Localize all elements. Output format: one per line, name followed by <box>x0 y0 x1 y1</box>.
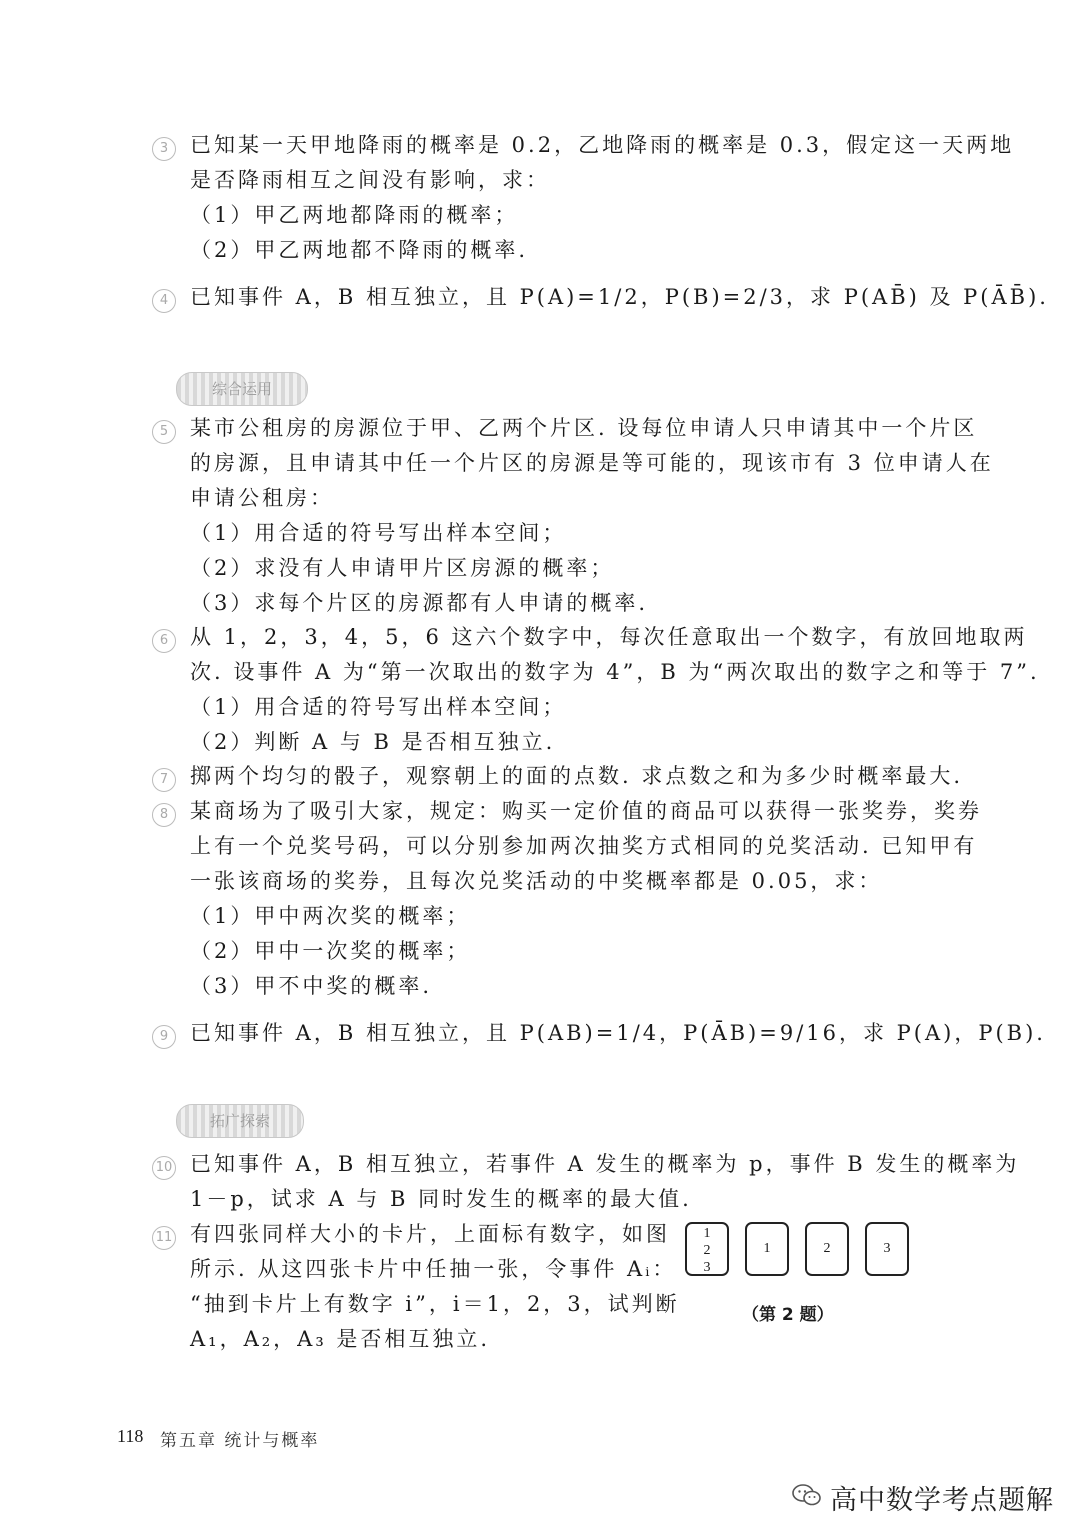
problem-subitem: （2）判断 A 与 B 是否相互独立. <box>190 730 556 754</box>
card <box>745 1222 789 1276</box>
problem-subitem: （3）求每个片区的房源都有人申请的概率. <box>190 591 649 615</box>
problem-subitem: （3）甲不中奖的概率. <box>190 974 433 998</box>
problem-subitem: （2）甲乙两地都不降雨的概率. <box>190 238 529 262</box>
problem-line: 的房源，且申请其中任一个片区的房源是等可能的，现该市有 3 位申请人在 <box>190 451 994 475</box>
problem-line: 是否降雨相互之间没有影响，求： <box>190 168 550 192</box>
problem-line: 已知事件 A，B 相互独立，若事件 A 发生的概率为 p，事件 B 发生的概率为 <box>190 1152 1020 1176</box>
card-digit: 3 <box>883 1241 891 1256</box>
section-badge: 拓广探索 <box>176 1104 304 1138</box>
figure-caption: （第 2 题） <box>742 1305 834 1325</box>
problem-number: 11 <box>152 1226 176 1250</box>
problem-number: 8 <box>152 803 176 827</box>
section-badge: 综合运用 <box>176 372 308 406</box>
problem-line: 一张该商场的奖券，且每次兑奖活动的中奖概率都是 0.05，求： <box>190 869 883 893</box>
problem-subitem: （1）用合适的符号写出样本空间； <box>190 521 567 545</box>
page-number: 118 <box>117 1426 144 1446</box>
problem-number: 7 <box>152 768 176 792</box>
card <box>805 1222 849 1276</box>
problem-line: 有四张同样大小的卡片，上面标有数字，如图 <box>190 1222 670 1246</box>
problem-subitem: （1）甲乙两地都降雨的概率； <box>190 203 519 227</box>
problem-number: 3 <box>152 137 176 161</box>
problem-line: “抽到卡片上有数字 i”，i＝1，2，3，试判断 <box>190 1292 680 1316</box>
problem-line: 从 1，2，3，4，5，6 这六个数字中，每次任意取出一个数字，有放回地取两 <box>190 625 1028 649</box>
problem-number: 10 <box>152 1156 176 1180</box>
card-digit: 2 <box>703 1243 711 1258</box>
card-digit: 1 <box>763 1241 771 1256</box>
card <box>865 1222 909 1276</box>
problem-line: 所示. 从这四张卡片中任抽一张，令事件 Aᵢ： <box>190 1257 677 1281</box>
wechat-icon <box>792 1484 822 1506</box>
problem-line: 已知事件 A，B 相互独立，且 P(AB)=1/4，P(ĀB)=9/16，求 P(A)，P(B). <box>190 1021 1046 1045</box>
problem-number: 9 <box>152 1025 176 1049</box>
card-digit: 1 <box>703 1226 711 1241</box>
chapter-title: 第五章 统计与概率 <box>160 1431 320 1451</box>
problem-line: 某市公租房的房源位于甲、乙两个片区. 设每位申请人只申请其中一个片区 <box>190 416 978 440</box>
card <box>685 1222 729 1276</box>
problem-subitem: （1）用合适的符号写出样本空间； <box>190 695 567 719</box>
problem-line: 申请公租房： <box>190 486 334 510</box>
problem-subitem: （1）甲中两次奖的概率； <box>190 904 471 928</box>
card-digit: 2 <box>823 1241 831 1256</box>
problem-number: 4 <box>152 289 176 313</box>
problem-line: 某商场为了吸引大家，规定：购买一定价值的商品可以获得一张奖券，奖券 <box>190 799 982 823</box>
problem-line: 1－p，试求 A 与 B 同时发生的概率的最大值. <box>190 1187 692 1211</box>
problem-line: 已知事件 A，B 相互独立，且 P(A)=1/2，P(B)=2/3，求 P(AB̄) 及 P(ĀB̄). <box>190 285 1049 309</box>
problem-line: 上有一个兑奖号码，可以分别参加两次抽奖方式相同的兑奖活动. 已知甲有 <box>190 834 978 858</box>
problem-line: 已知某一天甲地降雨的概率是 0.2，乙地降雨的概率是 0.3，假定这一天两地 <box>190 133 1015 157</box>
problem-line: A₁，A₂，A₃ 是否相互独立. <box>190 1327 491 1351</box>
problem-subitem: （2）甲中一次奖的概率； <box>190 939 471 963</box>
card-digit: 3 <box>703 1260 711 1275</box>
watermark-text: 高中数学考点题解 <box>830 1485 1054 1516</box>
problem-subitem: （2）求没有人申请甲片区房源的概率； <box>190 556 615 580</box>
problem-line: 掷两个均匀的骰子，观察朝上的面的点数. 求点数之和为多少时概率最大. <box>190 764 964 788</box>
problem-number: 5 <box>152 420 176 444</box>
problem-line: 次. 设事件 A 为“第一次取出的数字为 4”，B 为“两次取出的数字之和等于 7”. <box>190 660 1040 684</box>
problem-number: 6 <box>152 629 176 653</box>
